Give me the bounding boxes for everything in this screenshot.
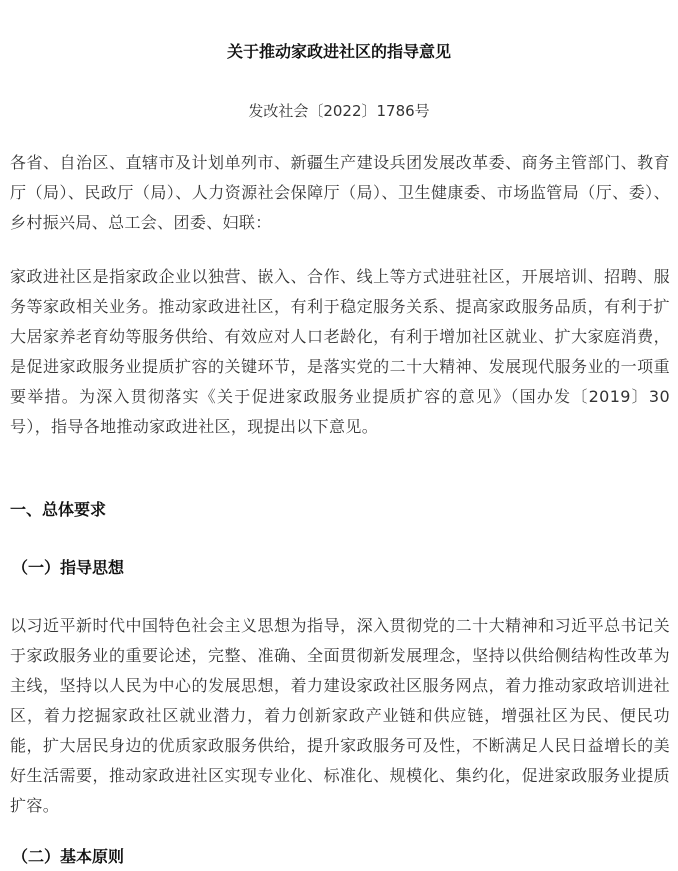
guiding-ideology-paragraph: 以习近平新时代中国特色社会主义思想为指导，深入贯彻党的二十大精神和习近平总书记关于家政服务业的重要论述，完整、准确、全面贯彻新发展理念，坚持以供给侧结构性改革为主线，坚持以人民为中心的发展思想，着力建设家政社区服务网点，着力推动家政培训进社区，着力挖掘家政社区就业潜力，着力创新家政产业链和供应链，增强社区为民、便民功能，扩大居民身边的优质家政服务供给，提升家政服务可及性，不断满足人民日益增长的美好生活需要，推动家政进社区实现专业化、标准化、规模化、集约化，促进家政服务业提质扩容。 (10, 616, 670, 815)
section-heading-general-requirements: 一、总体要求 (10, 500, 107, 519)
document-title: 关于推动家政进社区的指导意见 (226, 42, 451, 61)
addressees-paragraph: 各省、自治区、直辖市及计划单列市、新疆生产建设兵团发展改革委、商务主管部门、教育厅（局）、民政厅（局）、人力资源社会保障厅（局）、卫生健康委、市场监管局（厅、委）、乡村振兴局、总工会、团委、妇联： (10, 153, 670, 232)
subsection-heading-guiding-ideology: （一）指导思想 (12, 558, 125, 577)
subsection-heading-basic-principles: （二）基本原则 (12, 847, 125, 866)
document-number: 发改社会〔2022〕1786号 (248, 102, 430, 120)
intro-paragraph: 家政进社区是指家政企业以独营、嵌入、合作、线上等方式进驻社区，开展培训、招聘、服务等家政相关业务。推动家政进社区，有利于稳定服务关系、提高家政服务品质，有利于扩大居家养老育幼等服务供给、有效应对人口老龄化，有利于增加社区就业、扩大家庭消费，是促进家政服务业提质扩容的关键环节，是落实党的二十大精神、发展现代服务业的一项重要举措。为深入贯彻落实《关于促进家政服务业提质扩容的意见》（国办发〔2019〕30号），指导各地推动家政进社区，现提出以下意见。 (10, 267, 670, 436)
